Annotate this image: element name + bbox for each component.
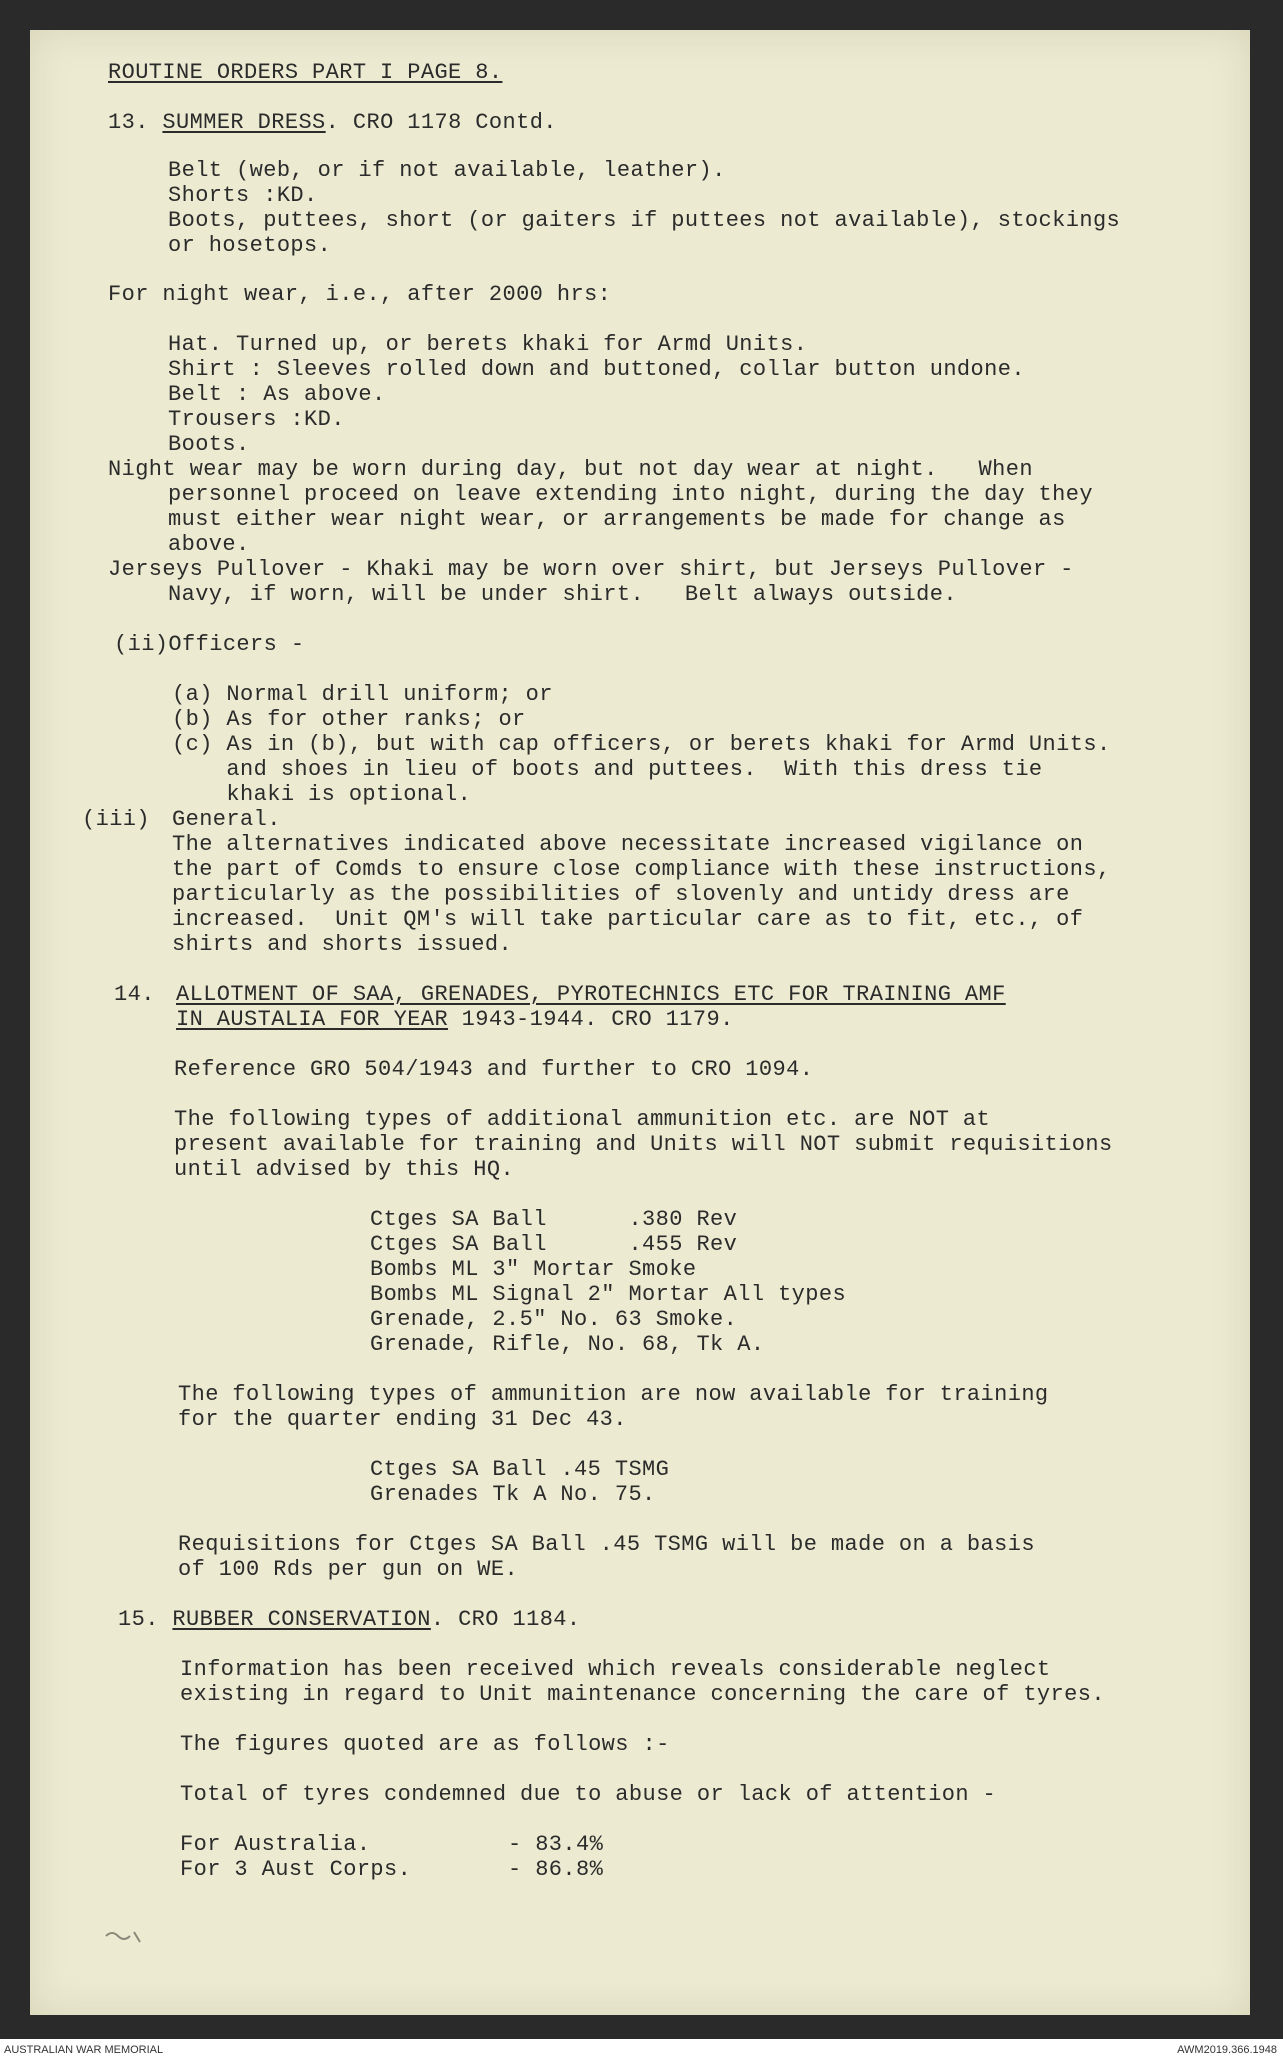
general-number: (iii) [82,807,151,832]
not-available-item: Bombs ML 3" Mortar Smoke [370,1257,697,1282]
section-14-title-part: IN AUSTALIA FOR YEAR [176,1007,449,1032]
figures-intro: The figures quoted are as follows :- [180,1732,670,1757]
night-item: Hat. Turned up, or berets khaki for Armd Units. [168,332,808,357]
available-item: Grenades Tk A No. 75. [370,1482,656,1507]
section-15-number: 15. [118,1607,159,1632]
night-wear-paragraph-line: above. [168,532,250,557]
night-item: Belt : As above. [168,382,386,407]
section-13-ref: . CRO 1178 Contd. [325,110,557,135]
general-line: the part of Comds to ensure close compliance with these instructions, [172,857,1111,882]
day-item: Shorts :KD. [168,183,318,208]
not-available-item: Grenade, Rifle, No. 68, Tk A. [370,1332,765,1357]
general-line: increased. Unit QM's will take particular care as to fit, etc., of [172,907,1084,932]
requisitions-line: Requisitions for Ctges SA Ball .45 TSMG will be made on a basis [178,1532,1035,1557]
officers-item: (a) Normal drill uniform; or [172,682,553,707]
officers-item: khaki is optional. [172,782,472,807]
document-page [30,30,1250,2015]
jerseys-paragraph-line: Navy, if worn, will be under shirt. Belt always outside. [168,582,957,607]
section-15-title: RUBBER CONSERVATION [172,1607,431,1632]
officers-item: and shoes in lieu of boots and puttees. With this dress tie [172,757,1043,782]
night-item: Shirt : Sleeves rolled down and buttoned, collar button undone. [168,357,1025,382]
not-available-item: Grenade, 2.5" No. 63 Smoke. [370,1307,738,1332]
officers-item: (c) As in (b), but with cap officers, or berets khaki for Armd Units. [172,732,1111,757]
footer-accession-number: AWM2019.366.1948 [1177,2044,1277,2056]
jerseys-paragraph: Jerseys Pullover - Khaki may be worn over shirt, but Jerseys Pullover - [108,557,1074,582]
page-header: ROUTINE ORDERS PART I PAGE 8. [108,60,503,85]
night-wear-paragraph-line: personnel proceed on leave extending into night, during the day they [168,482,1093,507]
general-line: The alternatives indicated above necessitate increased vigilance on [172,832,1084,857]
section-14-title-line-2 [176,1007,734,1032]
not-available-line: present available for training and Units will NOT submit requisitions [174,1132,1113,1157]
info-line: existing in regard to Unit maintenance concerning the care of tyres. [180,1682,1105,1707]
available-item: Ctges SA Ball .45 TSMG [370,1457,670,1482]
total-tyres-line: Total of tyres condemned due to abuse or lack of attention - [180,1782,997,1807]
footer-institution: AUSTRALIAN WAR MEMORIAL [4,2044,164,2056]
officers-item: (b) As for other ranks; or [172,707,526,732]
general-line: shirts and shorts issued. [172,932,513,957]
requisitions-line: of 100 Rds per gun on WE. [178,1557,519,1582]
info-line: Information has been received which reveals considerable neglect [180,1657,1051,1682]
available-line: for the quarter ending 31 Dec 43. [178,1407,627,1432]
figure-value: - 83.4% [508,1832,604,1857]
section-14-reference: Reference GRO 504/1943 and further to CRO 1094. [174,1057,814,1082]
section-13-number: 13. [108,110,149,135]
figure-label: For 3 Aust Corps. [180,1857,412,1882]
night-item: Trousers :KD. [168,407,345,432]
pencil-mark-icon [100,1922,170,1952]
day-item: Boots, puttees, short (or gaiters if puttees not available), stockings [168,208,1121,233]
general-line: particularly as the possibilities of slovenly and untidy dress are [172,882,1070,907]
not-available-item: Ctges SA Ball .455 Rev [370,1232,738,1257]
section-14-title: ALLOTMENT OF SAA, GRENADES, PYROTECHNICS ETC FOR TRAINING AMF [176,982,1006,1007]
night-item: Boots. [168,432,250,457]
section-15-ref: . CRO 1184. [430,1607,581,1632]
not-available-line: until advised by this HQ. [174,1157,515,1182]
figure-label: For Australia. [180,1832,371,1857]
figure-value: - 86.8% [508,1857,604,1882]
section-15-heading [118,1607,581,1632]
night-wear-paragraph-line: must either wear night wear, or arrangements be made for change as [168,507,1066,532]
night-wear-paragraph: Night wear may be worn during day, but not day wear at night. When [108,457,1033,482]
section-13-title: SUMMER DRESS [162,110,326,135]
not-available-line: The following types of additional ammunition etc. are NOT at [174,1107,991,1132]
day-item: Belt (web, or if not available, leather). [168,158,726,183]
general-line: General. [172,807,281,832]
section-14-ref: 1943-1944. CRO 1179. [448,1007,734,1032]
section-14-number: 14. [114,982,155,1007]
day-item: or hosetops. [168,233,332,258]
not-available-item: Ctges SA Ball .380 Rev [370,1207,738,1232]
available-line: The following types of ammunition are now available for training [178,1382,1049,1407]
section-13-heading [108,110,557,135]
not-available-item: Bombs ML Signal 2" Mortar All types [370,1282,847,1307]
archive-footer [0,2039,1283,2061]
night-wear-intro: For night wear, i.e., after 2000 hrs: [108,282,612,307]
officers-heading: (ii)Officers - [114,632,305,657]
